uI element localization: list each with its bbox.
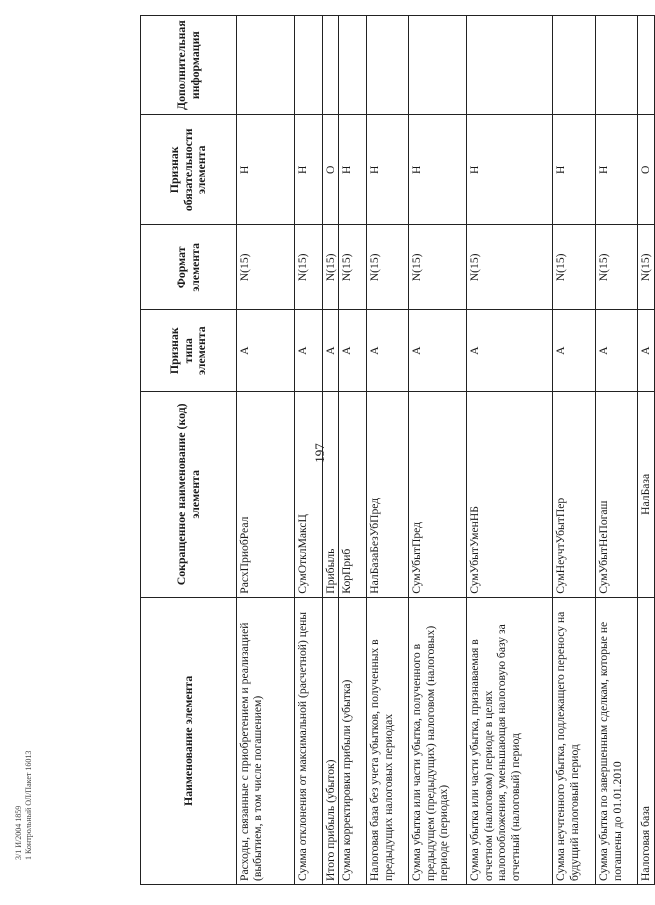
cell-info	[467, 16, 553, 115]
cell-type: А	[295, 310, 323, 392]
table-row	[323, 16, 339, 885]
cell-short-name: СумУбытПред	[409, 391, 467, 597]
cell-type: А	[367, 310, 409, 392]
cell-required: Н	[237, 115, 295, 225]
cell-short-name: КорПриб	[339, 391, 367, 597]
cell-info	[295, 16, 323, 115]
table-row	[638, 16, 654, 885]
table-row	[467, 16, 553, 885]
cell-name: Сумма неучтенного убытка, подлежащего переносу на будущий налоговый период	[553, 597, 596, 884]
cell-info	[638, 16, 654, 115]
page-number: 197	[312, 443, 327, 463]
table-row	[596, 16, 638, 885]
table-row	[409, 16, 467, 885]
cell-short-name: СумНеучтУбытПер	[553, 391, 596, 597]
cell-required: Н	[467, 115, 553, 225]
cell-format: N(15)	[467, 225, 553, 310]
cell-format: N(15)	[295, 225, 323, 310]
cell-name: Сумма убытка по завершенным сделкам, которые не погашены до 01.01.2010	[596, 597, 638, 884]
rotated-table-wrapper	[140, 15, 653, 885]
cell-short-name: СумУбытУменНБ	[467, 391, 553, 597]
cell-required: Н	[339, 115, 367, 225]
table-row	[295, 16, 323, 885]
cell-short-name: НалБаза	[638, 391, 654, 597]
header-type: Признак типа элемента	[141, 310, 237, 392]
cell-info	[596, 16, 638, 115]
header-info: Дополнительная информация	[141, 16, 237, 115]
cell-format: N(15)	[638, 225, 654, 310]
cell-info	[339, 16, 367, 115]
cell-name: Расходы, связанные с приобретением и реализацией (выбытием, в том числе погашением)	[237, 597, 295, 884]
cell-format: N(15)	[596, 225, 638, 310]
cell-name: Сумма убытка или части убытка, полученного в предыдущем (предыдущих) налоговом (налоговых) периоде (периодах)	[409, 597, 467, 884]
cell-name: Сумма отклонения от максимальной (расчетной) цены	[295, 597, 323, 884]
footer-line-1: 3/1 И/2004 1859	[14, 805, 23, 860]
cell-info	[367, 16, 409, 115]
header-short-name: Сокращенное наименование (код) элемента	[141, 391, 237, 597]
cell-required: О	[323, 115, 339, 225]
table-header-row	[141, 16, 237, 885]
table-row	[367, 16, 409, 885]
cell-name: Налоговая база без учета убытков, полученных в предыдущих налоговых периодах	[367, 597, 409, 884]
cell-short-name: СумОтклМаксЦ	[295, 391, 323, 597]
cell-type: А	[237, 310, 295, 392]
cell-info	[409, 16, 467, 115]
cell-type: А	[638, 310, 654, 392]
cell-required: Н	[295, 115, 323, 225]
table-row	[339, 16, 367, 885]
cell-required: Н	[596, 115, 638, 225]
cell-format: N(15)	[367, 225, 409, 310]
cell-required: Н	[367, 115, 409, 225]
footer-note	[14, 620, 44, 860]
cell-type: А	[553, 310, 596, 392]
cell-type: А	[323, 310, 339, 392]
cell-required: О	[638, 115, 654, 225]
cell-format: N(15)	[237, 225, 295, 310]
cell-name: Налоговая база	[638, 597, 654, 884]
cell-info	[237, 16, 295, 115]
header-required: Признак обязательности элемента	[141, 115, 237, 225]
elements-table	[140, 15, 655, 885]
header-name: Наименование элемента	[141, 597, 237, 884]
cell-short-name: НалБазаБезУбПред	[367, 391, 409, 597]
cell-type: А	[339, 310, 367, 392]
cell-format: N(15)	[323, 225, 339, 310]
cell-name: Сумма убытка или части убытка, признаваемая в отчетном (налоговом) периоде в целях налогообложения, уменьшающая налоговую базу за отчетный (налоговый) период	[467, 597, 553, 884]
cell-type: А	[409, 310, 467, 392]
cell-name: Итого прибыль (убыток)	[323, 597, 339, 884]
cell-short-name: РасхПриобРеал	[237, 391, 295, 597]
cell-short-name: Прибыль	[323, 391, 339, 597]
cell-info	[553, 16, 596, 115]
header-format: Формат элемента	[141, 225, 237, 310]
table-row	[237, 16, 295, 885]
cell-type: А	[467, 310, 553, 392]
cell-required: Н	[409, 115, 467, 225]
cell-format: N(15)	[409, 225, 467, 310]
cell-info	[323, 16, 339, 115]
cell-required: Н	[553, 115, 596, 225]
table-row	[553, 16, 596, 885]
cell-format: N(15)	[553, 225, 596, 310]
cell-name: Сумма корректировки прибыли (убытка)	[339, 597, 367, 884]
cell-short-name: СумУбытНеПогаш	[596, 391, 638, 597]
cell-format: N(15)	[339, 225, 367, 310]
footer-line-2: 1 Контрольный ОЛ/Пакет 16013	[23, 750, 33, 860]
cell-type: А	[596, 310, 638, 392]
